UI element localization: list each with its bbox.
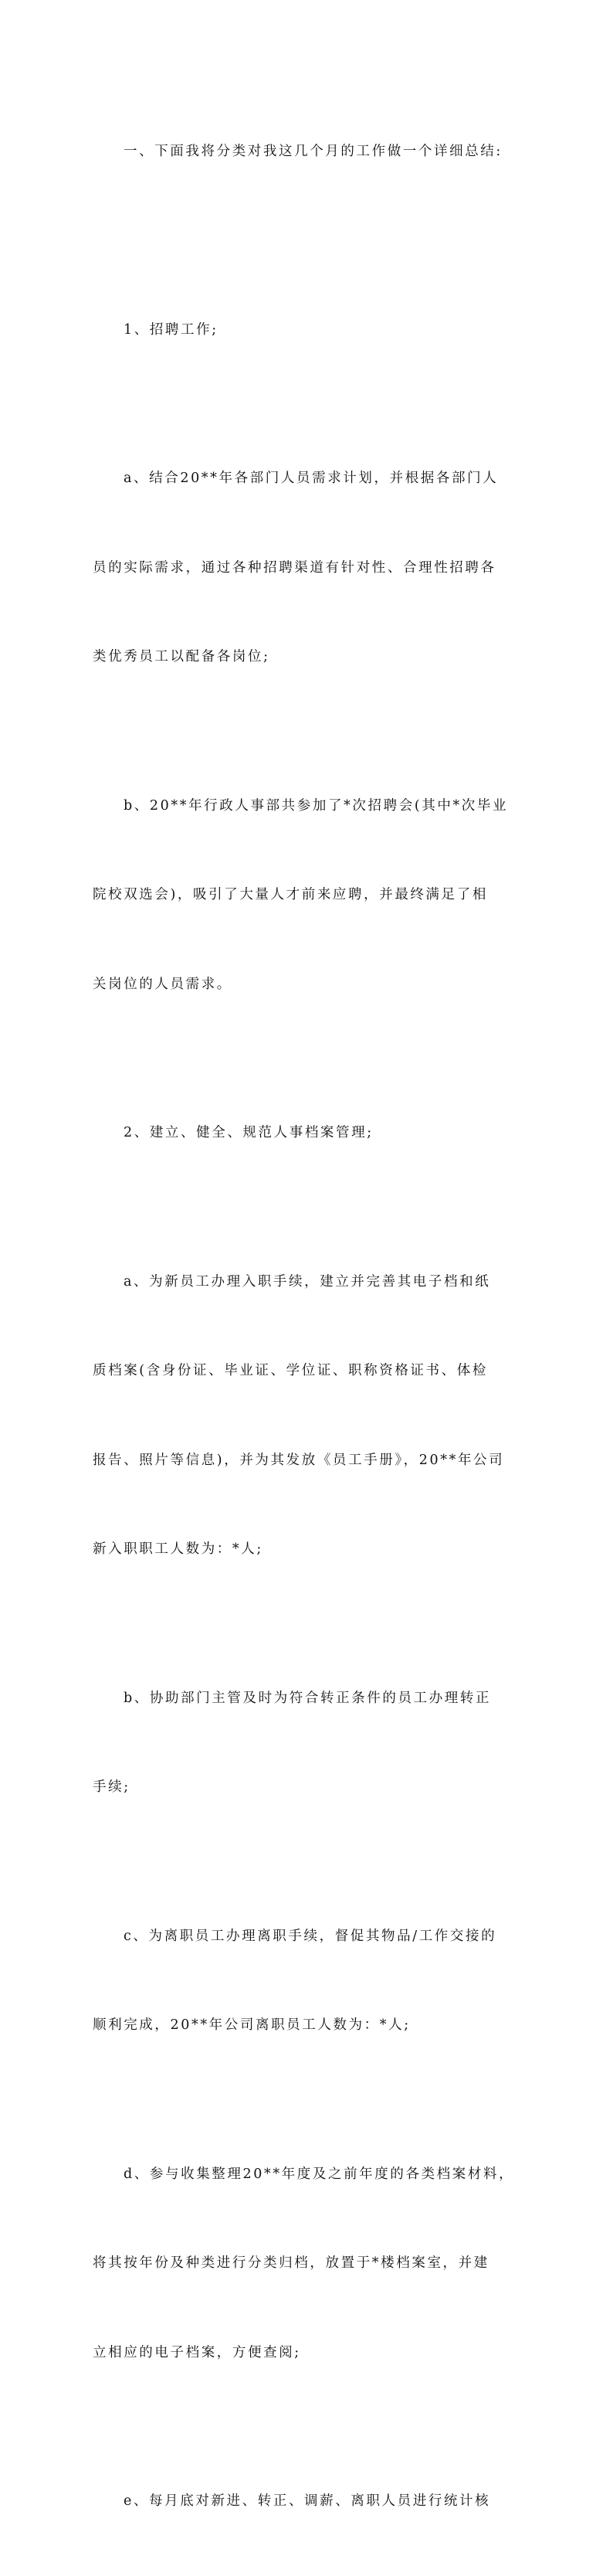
text-line: 新入职职工人数为：*人; [93,1541,263,1557]
section-heading [93,77,525,226]
text-line: 关岗位的人员需求。 [93,976,232,992]
text-line: b、20**年行政人事部共参加了*次招聘会(其中*次毕业 [124,797,509,814]
paragraph-archives-c [93,1862,525,2100]
text-line: 报告、照片等信息)，并为其发放《员工手册》，20**年公司 [93,1452,505,1468]
text-line: e、每月底对新进、转正、调薪、离职人员进行统计核 [124,2493,491,2509]
text-line: 类优秀员工以配备各岗位; [93,649,270,664]
text-line: 2、建立、健全、规范人事档案管理; [124,1125,374,1140]
text-line: 质档案(含身份证、毕业证、学位证、职称资格证书、体检 [93,1363,488,1378]
text-line: 立相应的电子档案，方便查阅; [93,2344,301,2360]
paragraph-archives-b [93,1624,525,1862]
document-body [93,77,525,2576]
text-line: 手续; [93,1779,130,1795]
paragraph-recruitment-a [93,404,525,732]
paragraph-recruitment-b [93,732,525,1059]
text-line: 一、下面我将分类对我这几个月的工作做一个详细总结: [124,144,503,159]
text-line: 1、招聘工作; [124,321,218,338]
paragraph-archives-a [93,1208,525,1624]
paragraph-recruitment-title [93,256,525,405]
text-line: 顺利完成，20**年公司离职员工人数为：*人; [93,2017,411,2033]
text-line: 员的实际需求，通过各种招聘渠道有针对性、合理性招聘各 [93,559,496,576]
text-line: d、参与收集整理20**年度及之前年度的各类档案材料， [124,2166,515,2182]
text-line: 院校双选会)，吸引了大量人才前来应聘，并最终满足了相 [93,887,488,902]
text-line: c、为离职员工办理离职手续，督促其物品/工作交接的 [124,1928,497,1944]
text-line: a、为新员工办理入职手续，建立并完善其电子档和纸 [124,1273,491,1290]
paragraph-archives-d [93,2100,525,2428]
text-line: a、结合20**年各部门人员需求计划，并根据各部门人 [124,471,499,486]
text-line: b、协助部门主管及时为符合转正条件的员工办理转正 [124,1690,492,1706]
text-line: 将其按年份及种类进行分类归档，放置于*楼档案室，并建 [93,2255,489,2271]
paragraph-archives-e [93,2427,525,2576]
paragraph-archives-title [93,1059,525,1208]
